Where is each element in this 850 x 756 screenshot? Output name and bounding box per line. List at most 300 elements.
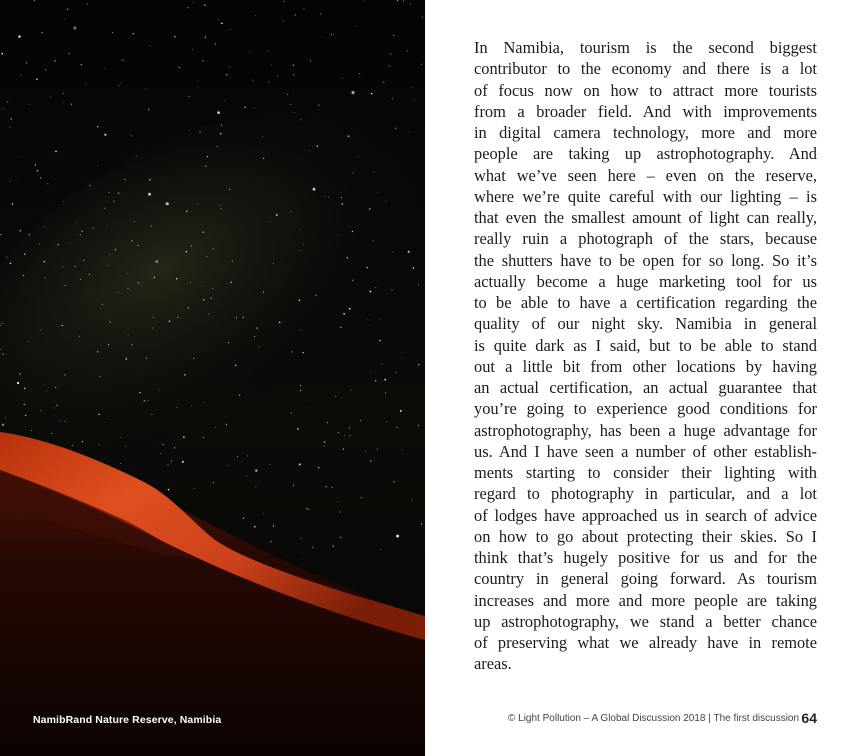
star — [273, 525, 274, 526]
star — [187, 7, 188, 8]
star — [46, 390, 47, 391]
star — [392, 251, 393, 252]
star — [6, 257, 7, 258]
article-line: what we’ve seen here – even on the reserve, — [474, 165, 817, 185]
star — [39, 244, 40, 245]
star — [346, 257, 348, 259]
star — [406, 50, 407, 51]
article-line: regard to photography in particular, and a lot — [474, 484, 817, 504]
star — [188, 307, 189, 308]
star — [89, 185, 91, 187]
star — [393, 481, 394, 482]
star — [149, 179, 151, 181]
star — [383, 81, 385, 83]
star — [183, 436, 185, 438]
star — [308, 509, 309, 510]
star — [133, 33, 134, 34]
article-line: up astrophotography, we stand a better chance — [474, 611, 817, 631]
star — [350, 435, 351, 436]
star — [193, 2, 194, 3]
star — [139, 392, 140, 393]
page-number: 64 — [801, 710, 817, 726]
star — [2, 424, 4, 426]
star — [168, 489, 169, 490]
star — [300, 250, 301, 251]
star — [231, 282, 232, 283]
star — [287, 94, 288, 95]
star — [19, 373, 21, 375]
star — [221, 208, 222, 209]
star — [24, 388, 25, 389]
star — [385, 201, 386, 202]
star — [168, 464, 169, 465]
star — [174, 36, 176, 38]
star — [369, 208, 370, 209]
star — [254, 526, 255, 527]
star — [344, 435, 345, 436]
star — [87, 3, 88, 4]
star — [189, 96, 190, 97]
star — [197, 87, 198, 88]
star — [262, 136, 263, 137]
star — [243, 518, 244, 519]
star — [327, 422, 328, 423]
article-line: of preserving what we already have in remote — [474, 633, 817, 652]
star — [335, 396, 336, 397]
star — [284, 1, 285, 2]
star — [29, 234, 30, 235]
star — [392, 98, 393, 99]
article-line: the shutters have to be open for so long. So it’s — [474, 250, 817, 270]
star — [108, 192, 109, 193]
star — [283, 20, 284, 21]
star — [62, 325, 63, 326]
star — [382, 363, 383, 364]
star — [115, 249, 117, 251]
star — [351, 91, 354, 94]
star — [390, 53, 391, 54]
star — [255, 15, 256, 16]
star — [400, 410, 402, 412]
star — [401, 352, 402, 353]
star — [268, 81, 269, 82]
star — [186, 251, 187, 252]
star — [205, 37, 206, 38]
star — [418, 364, 419, 365]
star — [342, 78, 343, 79]
star — [340, 537, 341, 538]
star — [18, 35, 20, 37]
star — [303, 352, 304, 353]
star — [203, 232, 204, 233]
star — [370, 460, 371, 461]
star — [191, 406, 192, 407]
star — [190, 282, 191, 283]
star — [83, 260, 84, 261]
star — [55, 387, 56, 388]
star — [47, 183, 48, 184]
star — [324, 445, 325, 446]
star — [9, 126, 10, 127]
star — [218, 19, 219, 20]
star — [10, 118, 12, 120]
star — [353, 94, 354, 95]
star — [333, 545, 334, 546]
star — [112, 32, 113, 33]
star — [106, 225, 107, 226]
star — [421, 64, 422, 65]
star — [300, 329, 301, 330]
star — [310, 60, 311, 61]
star — [131, 344, 132, 345]
star — [349, 308, 351, 310]
star — [324, 441, 325, 442]
star — [263, 513, 264, 514]
star — [235, 365, 236, 366]
article-line: In Namibia, tourism is the second biggest — [474, 38, 817, 57]
star — [127, 288, 128, 289]
star — [269, 222, 270, 223]
star — [391, 289, 392, 290]
star — [220, 133, 222, 135]
article-line: astrophotography, has been a huge advantage for — [474, 420, 817, 440]
star — [136, 156, 137, 157]
star — [151, 414, 152, 415]
star — [396, 372, 397, 373]
star — [217, 146, 218, 147]
star — [24, 253, 25, 254]
star — [410, 4, 411, 5]
star — [295, 14, 296, 15]
star — [352, 231, 353, 232]
star — [131, 240, 132, 241]
star — [99, 376, 100, 377]
star — [373, 240, 374, 241]
star — [138, 245, 139, 246]
star — [380, 318, 381, 319]
star — [221, 124, 222, 125]
star — [408, 251, 410, 253]
star — [247, 475, 248, 476]
star — [291, 412, 293, 414]
star — [421, 523, 422, 524]
star — [384, 379, 386, 381]
star — [252, 80, 253, 81]
article-line: of lodges have approached us in search of advice — [474, 505, 817, 525]
star — [270, 541, 272, 543]
star — [202, 60, 203, 61]
star — [73, 26, 76, 29]
star — [208, 314, 209, 315]
star — [162, 444, 164, 446]
star — [110, 321, 112, 323]
star — [174, 447, 176, 449]
star — [99, 444, 100, 445]
star — [64, 18, 65, 19]
star — [418, 425, 419, 426]
star — [25, 415, 26, 416]
star — [40, 330, 41, 331]
star — [328, 197, 329, 198]
star — [28, 341, 29, 342]
star — [7, 102, 9, 104]
star — [176, 278, 177, 279]
star — [258, 346, 259, 347]
star — [213, 248, 214, 249]
article-line: actually become a huge marketing tool for us — [474, 271, 817, 291]
star — [229, 189, 231, 191]
star — [59, 421, 60, 422]
star — [203, 437, 204, 438]
star — [22, 156, 23, 157]
star — [411, 500, 412, 501]
star — [5, 417, 6, 418]
star — [224, 100, 225, 101]
star — [393, 35, 394, 36]
star — [312, 546, 313, 547]
star — [177, 316, 178, 317]
article-line: of focus now on how to attract more tourists — [474, 80, 817, 100]
star — [179, 67, 180, 68]
star — [97, 126, 99, 128]
star — [237, 456, 238, 457]
star — [370, 291, 372, 293]
star — [2, 323, 3, 324]
star — [250, 52, 251, 53]
star — [326, 486, 327, 487]
star — [144, 400, 145, 401]
star — [204, 402, 205, 403]
star — [161, 453, 162, 454]
article-body — [474, 37, 817, 675]
star — [302, 552, 303, 553]
star — [153, 328, 154, 329]
star — [303, 244, 304, 245]
article-line: ments starting to consider their lighting with — [474, 463, 817, 482]
star — [189, 130, 190, 131]
article-line: contributor to the economy and there is a lot — [474, 59, 817, 79]
star — [243, 317, 244, 318]
star — [204, 4, 205, 5]
star — [89, 274, 90, 275]
star — [166, 202, 169, 205]
star — [290, 104, 291, 105]
star — [193, 357, 195, 359]
article-line: you’re going to experience good conditions for — [474, 399, 817, 419]
star — [121, 437, 122, 438]
star — [134, 221, 135, 222]
star — [367, 267, 368, 268]
star — [396, 427, 397, 428]
star — [153, 277, 155, 279]
star — [317, 146, 318, 147]
star — [255, 486, 256, 487]
star — [351, 390, 352, 391]
star — [324, 196, 325, 197]
star — [411, 87, 412, 88]
star — [299, 229, 300, 230]
star — [50, 97, 51, 98]
star — [294, 112, 295, 113]
star — [206, 256, 207, 257]
star — [70, 243, 71, 244]
star — [418, 284, 419, 285]
star — [221, 22, 223, 24]
star — [409, 131, 410, 132]
star — [349, 427, 350, 428]
star — [361, 497, 362, 498]
star — [226, 74, 227, 75]
star — [20, 75, 21, 76]
star — [105, 422, 106, 423]
star — [273, 263, 274, 264]
article-line: quality of our night sky. Namibia in general — [474, 314, 817, 334]
star — [341, 197, 342, 198]
star — [293, 485, 294, 486]
star — [54, 60, 55, 61]
photo-caption: NamibRand Nature Reserve, Namibia — [33, 714, 222, 726]
star — [339, 511, 340, 512]
star — [10, 263, 12, 265]
star — [118, 193, 119, 194]
star — [254, 108, 255, 109]
star — [23, 275, 24, 276]
star — [338, 235, 339, 236]
star — [80, 234, 81, 235]
star — [374, 172, 375, 173]
star — [98, 414, 100, 416]
star — [37, 170, 38, 171]
star — [31, 430, 32, 431]
star — [125, 446, 126, 447]
star — [403, 1, 404, 2]
star — [63, 201, 64, 202]
star — [97, 351, 99, 353]
star — [301, 538, 302, 539]
star — [71, 104, 72, 105]
star — [102, 304, 103, 305]
star — [126, 359, 127, 360]
star — [267, 51, 268, 52]
star — [107, 265, 108, 266]
article-line: where we’re quite careful with our lighting – is — [474, 186, 817, 206]
star — [65, 285, 66, 286]
star — [51, 433, 52, 434]
star — [125, 179, 126, 180]
star — [35, 164, 36, 165]
star — [18, 182, 19, 183]
star — [76, 222, 77, 223]
star — [26, 62, 28, 64]
star — [121, 60, 122, 61]
star — [176, 407, 177, 408]
star — [254, 336, 255, 337]
star — [385, 392, 386, 393]
star — [149, 45, 150, 46]
star — [300, 385, 301, 386]
star — [12, 203, 13, 204]
star — [220, 205, 221, 206]
star — [255, 469, 257, 471]
star — [40, 177, 41, 178]
star — [64, 374, 65, 375]
star — [104, 134, 106, 136]
star — [353, 172, 354, 173]
star — [375, 287, 376, 288]
star — [199, 132, 200, 133]
star — [375, 380, 377, 382]
star — [138, 282, 139, 283]
star — [210, 297, 212, 299]
star — [379, 340, 381, 342]
star — [118, 85, 119, 86]
star — [215, 427, 216, 428]
star — [386, 421, 387, 422]
star — [82, 441, 83, 442]
star — [191, 246, 192, 247]
article-line: us. And I have seen a number of other establish- — [474, 441, 817, 461]
star — [158, 389, 159, 390]
star — [117, 292, 118, 293]
star — [80, 279, 81, 280]
star — [72, 445, 73, 446]
star — [297, 428, 299, 430]
star — [45, 278, 46, 279]
star — [41, 32, 43, 34]
star — [380, 549, 381, 550]
star — [371, 93, 372, 94]
star — [402, 449, 403, 450]
article-line: really ruin a photograph of the stars, because — [474, 229, 817, 249]
star — [228, 465, 229, 466]
star — [122, 60, 123, 61]
star — [43, 261, 45, 263]
star — [369, 320, 370, 321]
star — [217, 111, 220, 114]
star — [79, 336, 80, 337]
star — [54, 408, 55, 409]
star — [147, 400, 148, 401]
footer-credit: © Light Pollution – A Global Discussion 2018 | The first discussion — [508, 713, 800, 724]
star — [82, 230, 83, 231]
star — [85, 83, 86, 84]
star — [120, 83, 121, 84]
star — [247, 455, 248, 456]
star — [0, 234, 1, 235]
article-line: think that’s hugely positive for us and for the — [474, 548, 817, 567]
star — [355, 26, 356, 27]
star — [395, 128, 396, 129]
star — [271, 64, 272, 65]
star — [343, 313, 345, 315]
star — [377, 449, 378, 450]
star — [40, 410, 41, 411]
article-line: increases and more and more people are taking — [474, 590, 817, 610]
star — [299, 463, 301, 465]
star — [36, 78, 38, 80]
star — [24, 404, 25, 405]
star — [299, 300, 300, 301]
star — [318, 467, 319, 468]
star — [263, 158, 264, 159]
star — [293, 65, 294, 66]
star — [279, 322, 281, 324]
star — [128, 335, 129, 336]
star — [145, 89, 146, 90]
star — [169, 320, 170, 321]
article-line: from a broader field. And with improvements — [474, 101, 817, 121]
star — [93, 227, 95, 229]
